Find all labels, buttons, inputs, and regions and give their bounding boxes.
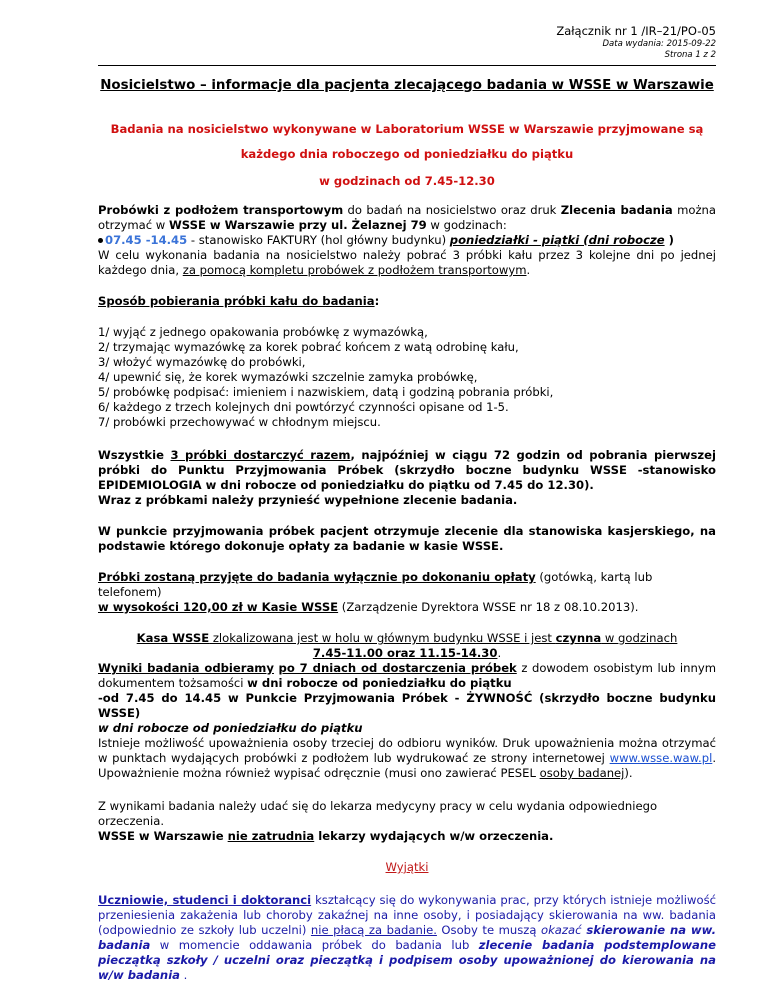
cashier-paragraph: W punkcie przyjmowania próbek pacjent otrzymuje zlecenie dla stanowiska kasjerskiego, na podstawie którego dokonuje opłaty za badanie w kasie WSSE. bbox=[98, 524, 716, 553]
three-samples: 3 próbki dostarczyć razem bbox=[170, 448, 351, 462]
bullet-icon bbox=[98, 238, 103, 243]
page-title: Nosicielstwo – informacje dla pacjenta zlecającego badania w WSSE w Warszawie bbox=[100, 78, 714, 93]
list-item: 3/ włożyć wymazówkę do probówki, bbox=[98, 355, 306, 369]
website-link[interactable]: www.wsse.waw.pl bbox=[609, 751, 713, 765]
exceptions-paragraph: Uczniowie, studenci i doktoranci kształcący się do wykonywania prac, przy których istnieje możliwość przeniesienia zakażenia lub choroby zakaźnej na inne osoby, i posiadający skierowania na ww. badania (odpowiednio ze szkoły lub uczelni) nie płacą za badanie. Osoby te muszą okazać skierowanie na ww. badania w momencie oddawania próbek do badania lub zlecenie badania podstemplowane pieczątką szkoły / uczelni oraz pieczątką i podpisem osoby upoważnionej do kierowania na w/w badania . bbox=[98, 893, 716, 982]
order-form: Zlecenia badania bbox=[560, 203, 673, 217]
issue-date: Data wydania: 2015-09-22 bbox=[602, 39, 716, 49]
payment-paragraph: Próbki zostaną przyjęte do badania wyłącznie po dokonaniu opłaty (gotówką, kartą lub telefonem) w wysokości 120,00 zł w Kasie WSSE (Zarządzenie Dyrektora WSSE nr 18 z 08.10.2013). bbox=[98, 570, 653, 614]
sampling-steps bbox=[98, 325, 716, 430]
payment-amount: w wysokości 120,00 zł w Kasie WSSE bbox=[98, 600, 339, 614]
header-divider bbox=[98, 65, 716, 66]
delivery-paragraph: Wszystkie 3 próbki dostarczyć razem, najpóźniej w ciągu 72 godzin od pobrania pierwszej próbki do Punktu Przyjmowania Próbek (skrzydło boczne budynku WSSE -stanowisko EPIDEMIOLOGIA w dni robocze od poniedziałku do piątku od 7.45 do 12.30). Wraz z próbkami należy przynieść wypełnione zlecenie badania. bbox=[98, 448, 716, 507]
tubes-kit-note: za pomocą kompletu probówek z podłożem transportowym bbox=[182, 263, 527, 277]
list-item: 6/ każdego z trzech kolejnych dni powtórzyć czynności opisane od 1-5. bbox=[98, 400, 509, 414]
page-number: Strona 1 z 2 bbox=[664, 50, 716, 60]
kasa-hours: 7.45-11.00 oraz 11.15-14.30 bbox=[312, 646, 498, 660]
intro-line-3: w godzinach od 7.45-12.30 bbox=[319, 174, 495, 188]
tubes-bold: Probówki z podłożem transportowym bbox=[98, 203, 344, 217]
tubes-hours: 07.45 -14.45 bbox=[105, 233, 188, 247]
sampling-heading: Sposób pobierania próbki kału do badania: bbox=[98, 294, 380, 308]
address: WSSE w Warszawie przy ul. Żelaznej 79 bbox=[168, 218, 427, 232]
list-item: 5/ probówkę podpisać: imieniem i nazwiskiem, datą i godziną pobrania próbki, bbox=[98, 385, 554, 399]
list-item: 7/ probówki przechowywać w chłodnym miejscu. bbox=[98, 415, 381, 429]
list-item: 1/ wyjąć z jednego opakowania probówkę z wymazówką, bbox=[98, 325, 428, 339]
exceptions-heading: Wyjątki bbox=[385, 860, 429, 874]
list-item: 2/ trzymając wymazówkę za korek pobrać końcem z watą odrobinę kału, bbox=[98, 340, 519, 354]
tubes-days: poniedziałki - piątki (dni robocze bbox=[449, 233, 665, 247]
tubes-paragraph: Probówki z podłożem transportowym do badań na nosicielstwo oraz druk Zlecenia badania można otrzymać w WSSE w Warszawie przy ul. Żelaznej 79 w godzinach: 07.45 -14.45 - stanowisko FAKTURY (hol główny budynku) poniedziałki - piątki (dni robocze ) W celu wykonania badania na nosicielstwo należy pobrać 3 próbki kału przez 3 kolejne dni po jednej każdego dnia, za pomocą kompletu probówek z podłożem transportowym. bbox=[98, 203, 716, 277]
intro-line-2: każdego dnia roboczego od poniedziałku do piątku bbox=[240, 147, 574, 161]
doc-id: Załącznik nr 1 /IR–21/PO-05 bbox=[556, 24, 716, 38]
results-paragraph: Wyniki badania odbieramy po 7 dniach od dostarczenia próbek z dowodem osobistym lub innym dokumentem tożsamości w dni robocze od poniedziałku do piątku -od 7.45 do 14.45 w Punkcie Przyjmowania Próbek - ŻYWNOŚĆ (skrzydło boczne budynku WSSE) w dni robocze od poniedziałku do piątku Istnieje możliwość upoważnienia osoby trzeciej do odbioru wyników. Druk upoważnienia można otrzymać w punktach wydających probówki z podłożem lub wydrukować ze strony internetowej www.wsse.waw.pl. Upoważnienie można również wypisać odręcznie (musi ono zawierać PESEL osoby badanej). bbox=[98, 661, 716, 780]
document-page bbox=[98, 24, 716, 983]
doctor-paragraph: Z wynikami badania należy udać się do lekarza medycyny pracy w celu wydania odpowiedniego orzeczenia. WSSE w Warszawie nie zatrudnia lekarzy wydających w/w orzeczenia. bbox=[98, 799, 658, 843]
intro-line-1: Badania na nosicielstwo wykonywane w Laboratorium WSSE w Warszawie przyjmowane są bbox=[110, 122, 704, 136]
list-item: 4/ upewnić się, że korek wymazówki szczelnie zamyka probówkę, bbox=[98, 370, 478, 384]
kasa-paragraph: Kasa WSSE zlokalizowana jest w holu w głównym budynku WSSE i jest czynna w godzinach 7.45-11.00 oraz 11.15-14.30. bbox=[136, 631, 678, 660]
